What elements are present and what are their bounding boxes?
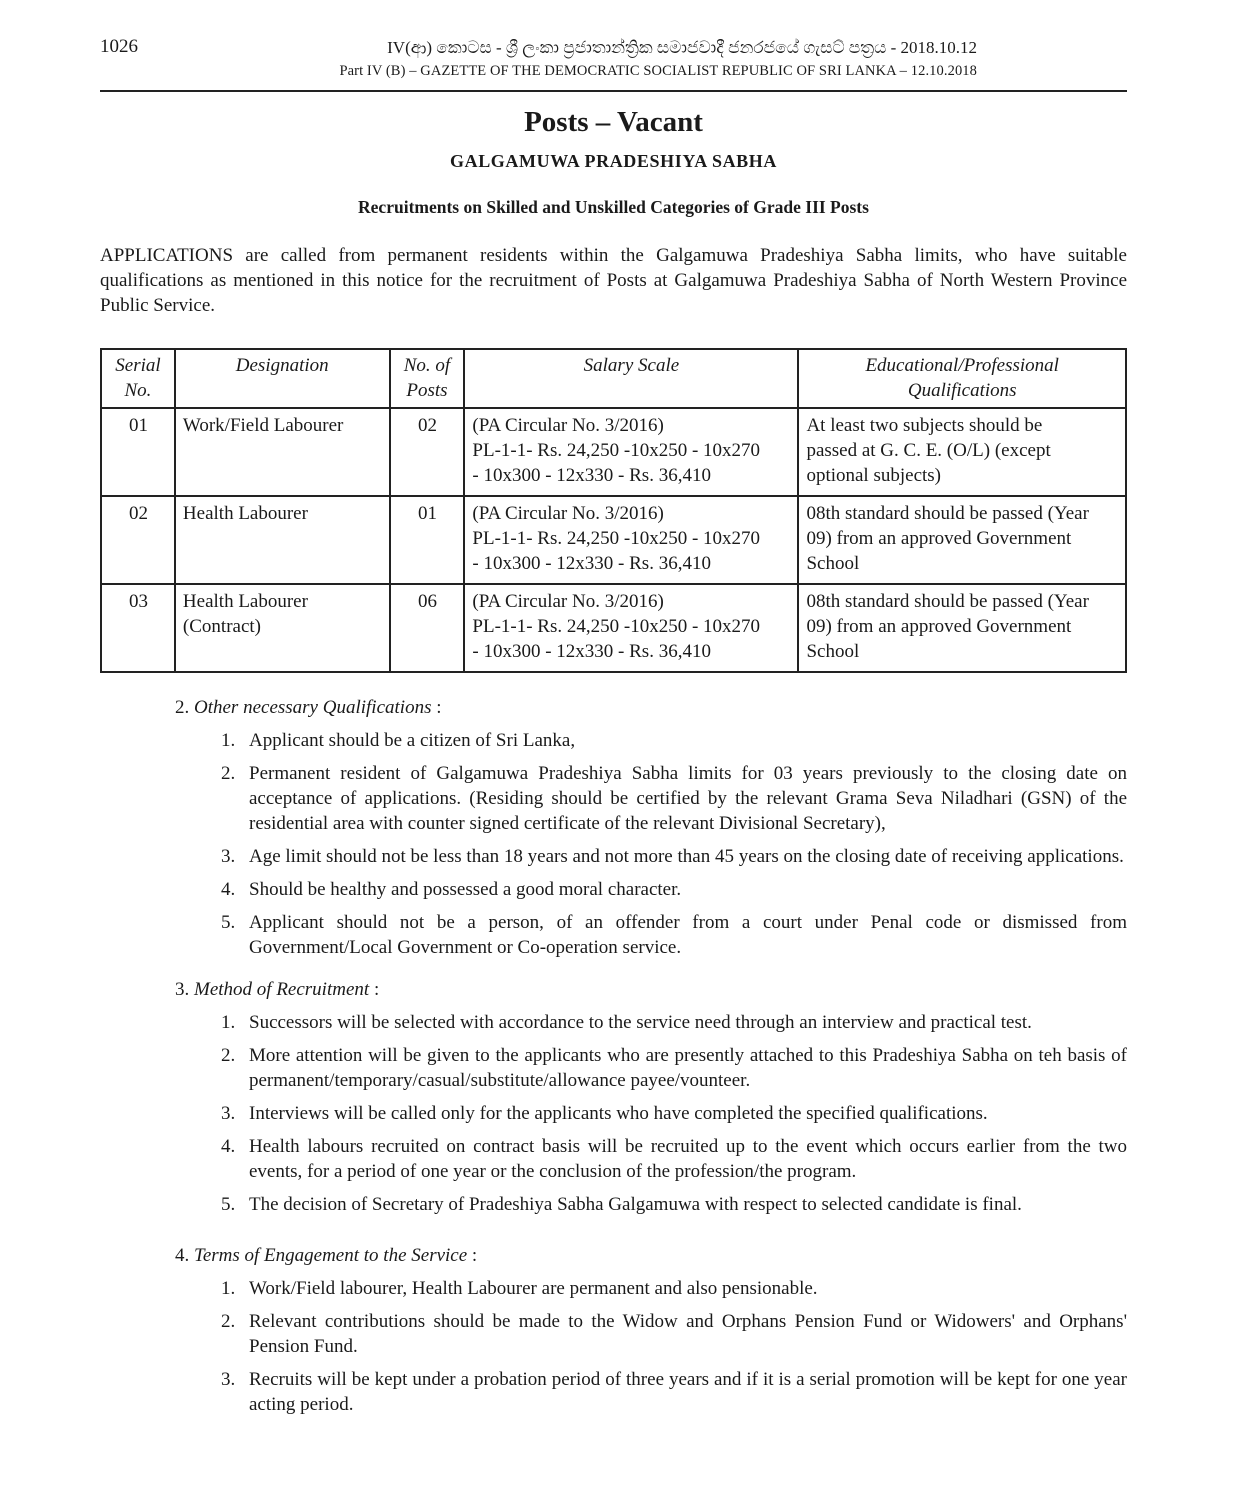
cell-qualifications-line2: 09) from an approved Government bbox=[806, 616, 1072, 637]
cell-salary-line2: PL-1-1- Rs. 24,250 -10x250 - 10x270 bbox=[472, 616, 761, 637]
list-item-text: Recruits will be kept under a probation period of three years and if it is a serial promotion will be kept for one year acting period. bbox=[249, 1369, 1127, 1415]
header-english-line: Part IV (B) – GAZETTE OF THE DEMOCRATIC SOCIALIST REPUBLIC OF SRI LANKA – 12.10.2018 bbox=[339, 63, 977, 79]
cell-posts: 01 bbox=[390, 496, 465, 584]
cell-qualifications bbox=[798, 496, 1126, 584]
list-item-text: Interviews will be called only for the applicants who have completed the specified qualifications. bbox=[249, 1103, 988, 1124]
col-header-serial-line1: Serial bbox=[115, 355, 161, 376]
col-header-qualifications bbox=[798, 349, 1126, 408]
cell-serial: 03 bbox=[101, 584, 175, 672]
cell-salary-line3: - 10x300 - 12x330 - Rs. 36,410 bbox=[472, 465, 711, 486]
cell-qualifications-line1: At least two subjects should be bbox=[806, 415, 1043, 436]
cell-designation-line1: Health Labourer bbox=[182, 503, 308, 524]
list-item-text: Successors will be selected with accordance to the service need through an interview and practical test. bbox=[249, 1012, 1032, 1033]
section-number: 3. bbox=[175, 979, 190, 1000]
list-item-number: 3. bbox=[221, 1369, 236, 1390]
page-number: 1026 bbox=[100, 36, 138, 57]
list-item-number: 5. bbox=[221, 912, 236, 933]
section-title: Method of Recruitment bbox=[194, 979, 370, 1000]
cell-salary-line2: PL-1-1- Rs. 24,250 -10x250 - 10x270 bbox=[472, 528, 761, 549]
list-item bbox=[221, 844, 1127, 869]
list-item-text: Should be healthy and possessed a good moral character. bbox=[249, 879, 682, 900]
list-item bbox=[221, 1276, 1127, 1301]
list-item-number: 2. bbox=[221, 763, 236, 784]
section-method-of-recruitment bbox=[100, 977, 1127, 1217]
organization-name: GALGAMUWA PRADESHIYA SABHA bbox=[450, 151, 777, 171]
cell-designation-line1: Health Labourer bbox=[182, 591, 308, 612]
table-row bbox=[101, 496, 1126, 584]
list-item bbox=[221, 1043, 1127, 1093]
intro-paragraph: APPLICATIONS are called from permanent residents within the Galgamuwa Pradeshiya Sabha limits, who have suitable qualifications as mentioned in this notice for the recruitment of Posts at Galgamuwa Pradeshiya Sabha of North Western Province Public Service. bbox=[100, 245, 1127, 316]
cell-salary bbox=[464, 408, 798, 496]
col-header-designation-label: Designation bbox=[235, 355, 329, 376]
table-row bbox=[101, 584, 1126, 672]
cell-qualifications bbox=[798, 584, 1126, 672]
list-item-number: 3. bbox=[221, 846, 236, 867]
list-item-text: Age limit should not be less than 18 years and not more than 45 years on the closing date of receiving applications. bbox=[249, 846, 1124, 867]
col-header-posts bbox=[390, 349, 465, 408]
list-item bbox=[221, 1101, 1127, 1126]
section-number: 4. bbox=[175, 1245, 190, 1266]
cell-qualifications-line3: School bbox=[806, 641, 860, 662]
cell-salary bbox=[464, 496, 798, 584]
col-header-designation bbox=[175, 349, 390, 408]
header-sinhala-line: IV(ආ) කොටස - ශ්‍රී ලංකා ප්‍රජාතාන්ත්‍රික සමාජවාදී ජනරජයේ ගැසට් පත්‍රය - 2018.10.12 bbox=[387, 38, 977, 57]
list-item-text: Applicant should be a citizen of Sri Lanka, bbox=[249, 730, 576, 751]
section-title: Other necessary Qualifications bbox=[194, 697, 432, 718]
list-item bbox=[221, 1367, 1127, 1417]
list-item bbox=[221, 1309, 1127, 1359]
col-header-salary-label: Salary Scale bbox=[583, 355, 680, 376]
list-item-number: 1. bbox=[221, 730, 236, 751]
list-item-number: 4. bbox=[221, 1136, 236, 1157]
section-list bbox=[100, 728, 1127, 960]
page-title: Posts – Vacant bbox=[524, 106, 703, 138]
list-item-number: 1. bbox=[221, 1012, 236, 1033]
section-list bbox=[100, 1276, 1127, 1417]
list-item-text: Applicant should not be a person, of an offender from a court under Penal code or dismissed from Government/Local Government or Co-operation service. bbox=[249, 912, 1127, 958]
list-item bbox=[221, 910, 1127, 960]
list-item bbox=[221, 761, 1127, 836]
gazette-header bbox=[100, 34, 1127, 92]
cell-designation bbox=[175, 496, 390, 584]
list-item-text: Relevant contributions should be made to the Widow and Orphans Pension Fund or Widowers' and Orphans' Pension Fund. bbox=[249, 1311, 1127, 1357]
section-heading: 3. Method of Recruitment : bbox=[175, 979, 380, 1000]
cell-designation bbox=[175, 408, 390, 496]
cell-qualifications-line3: School bbox=[806, 553, 860, 574]
list-item-number: 5. bbox=[221, 1194, 236, 1215]
list-item-text: More attention will be given to the applicants who are presently attached to this Pradeshiya Sabha on teh basis of permanent/temporary/casual/substitute/allowance payee/vounteer. bbox=[249, 1045, 1127, 1091]
cell-designation-line2: (Contract) bbox=[182, 616, 261, 637]
cell-designation bbox=[175, 584, 390, 672]
cell-qualifications-line1: 08th standard should be passed (Year bbox=[806, 591, 1089, 612]
col-header-serial bbox=[101, 349, 175, 408]
list-item bbox=[221, 728, 1127, 753]
list-item bbox=[221, 1192, 1127, 1217]
table-header-row bbox=[101, 349, 1126, 408]
col-header-qualifications-line1: Educational/Professional bbox=[865, 355, 1059, 376]
cell-salary-line1: (PA Circular No. 3/2016) bbox=[472, 415, 664, 436]
list-item-number: 4. bbox=[221, 879, 236, 900]
section-number: 2. bbox=[175, 697, 190, 718]
list-item-text: The decision of Secretary of Pradeshiya Sabha Galgamuwa with respect to selected candidate is final. bbox=[249, 1194, 1022, 1215]
cell-salary-line1: (PA Circular No. 3/2016) bbox=[472, 503, 664, 524]
vacancy-table bbox=[100, 348, 1127, 673]
cell-salary-line2: PL-1-1- Rs. 24,250 -10x250 - 10x270 bbox=[472, 440, 761, 461]
list-item-number: 2. bbox=[221, 1045, 236, 1066]
cell-posts: 06 bbox=[390, 584, 465, 672]
col-header-posts-line1: No. of bbox=[403, 355, 451, 376]
section-other-qualifications bbox=[100, 695, 1127, 960]
col-header-qualifications-line2: Qualifications bbox=[907, 380, 1017, 401]
cell-designation-line1: Work/Field Labourer bbox=[182, 415, 344, 436]
col-header-posts-line2: Posts bbox=[406, 380, 448, 401]
cell-salary-line3: - 10x300 - 12x330 - Rs. 36,410 bbox=[472, 553, 711, 574]
cell-qualifications bbox=[798, 408, 1126, 496]
cell-serial: 01 bbox=[101, 408, 175, 496]
cell-qualifications-line3: optional subjects) bbox=[806, 465, 941, 486]
cell-posts: 02 bbox=[390, 408, 465, 496]
cell-qualifications-line2: passed at G. C. E. (O/L) (except bbox=[806, 440, 1051, 461]
section-title: Terms of Engagement to the Service bbox=[194, 1245, 468, 1266]
gazette-page bbox=[100, 34, 1127, 1417]
cell-salary-line3: - 10x300 - 12x330 - Rs. 36,410 bbox=[472, 641, 711, 662]
list-item-number: 3. bbox=[221, 1103, 236, 1124]
list-item-text: Work/Field labourer, Health Labourer are permanent and also pensionable. bbox=[249, 1278, 818, 1299]
list-item-text: Health labours recruited on contract basis will be recruited up to the event which occurs earlier from the two events, for a period of one year or the conclusion of the profession/the program. bbox=[249, 1136, 1127, 1182]
cell-qualifications-line1: 08th standard should be passed (Year bbox=[806, 503, 1089, 524]
section-list bbox=[100, 1010, 1127, 1217]
cell-salary-line1: (PA Circular No. 3/2016) bbox=[472, 591, 664, 612]
section-heading: 2. Other necessary Qualifications : bbox=[175, 697, 442, 718]
list-item bbox=[221, 1010, 1127, 1035]
cell-serial: 02 bbox=[101, 496, 175, 584]
section-heading: 4. Terms of Engagement to the Service : bbox=[175, 1245, 478, 1266]
cell-qualifications-line2: 09) from an approved Government bbox=[806, 528, 1072, 549]
list-item-number: 1. bbox=[221, 1278, 236, 1299]
section-terms-of-engagement bbox=[100, 1243, 1127, 1417]
list-item-number: 2. bbox=[221, 1311, 236, 1332]
col-header-salary bbox=[464, 349, 798, 408]
list-item-text: Permanent resident of Galgamuwa Pradeshiya Sabha limits for 03 years previously to the closing date on acceptance of applications. (Residing should be certified by the relevant Grama Seva Niladhari (GSN) of the residential area with counter signed certificate of the relevant Divisional Secretary), bbox=[249, 763, 1127, 834]
col-header-serial-line2: No. bbox=[124, 380, 152, 401]
list-item bbox=[221, 1134, 1127, 1184]
table-row bbox=[101, 408, 1126, 496]
notice-subtitle: Recruitments on Skilled and Unskilled Categories of Grade III Posts bbox=[358, 197, 869, 217]
list-item bbox=[221, 877, 1127, 902]
cell-salary bbox=[464, 584, 798, 672]
